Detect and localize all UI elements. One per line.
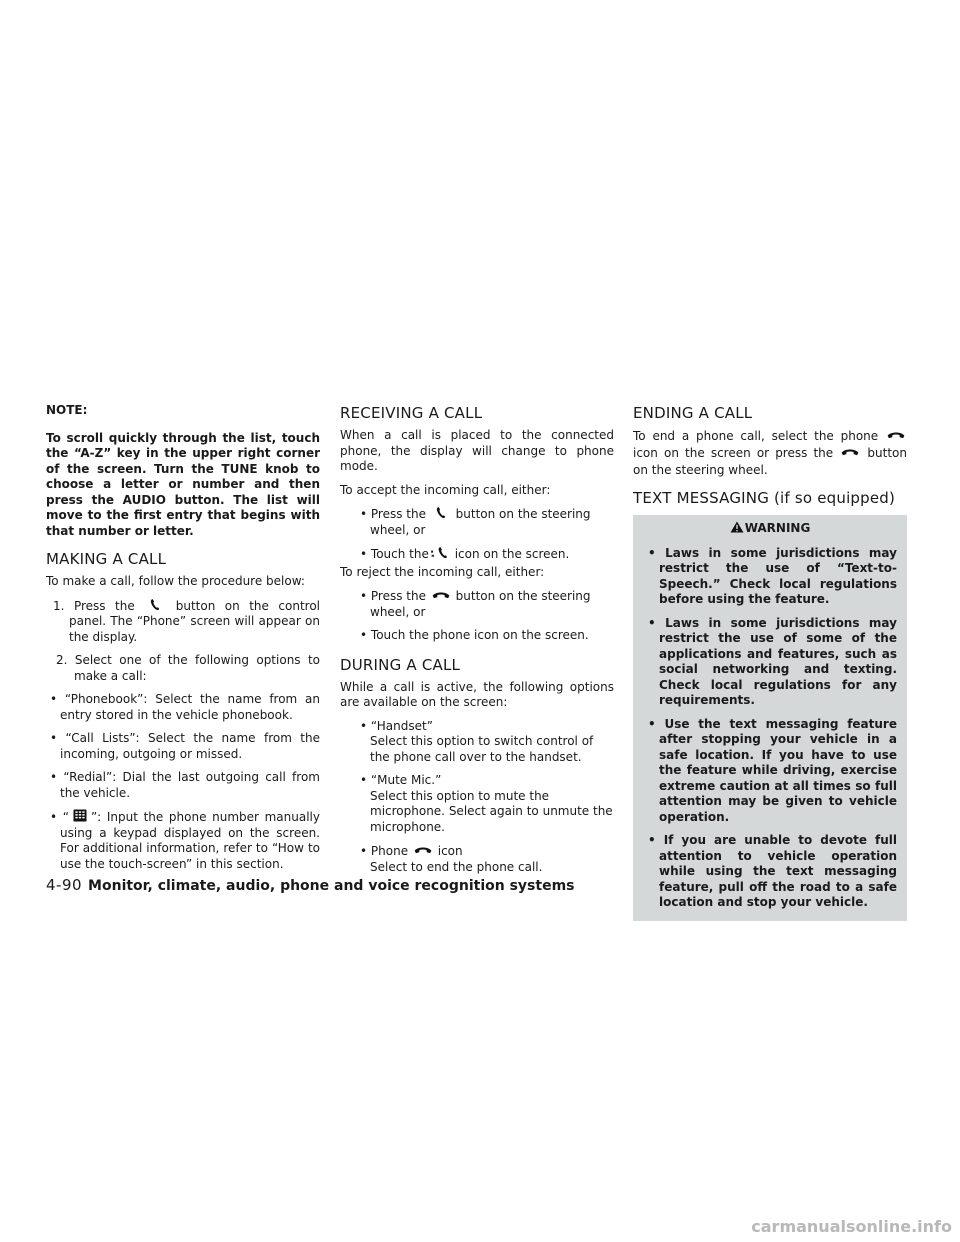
- during-call-intro: While a call is active, the following options are available on the screen:: [340, 679, 614, 709]
- reject-option-screen: • Touch the phone icon on the screen.: [360, 628, 589, 642]
- warning-item: • Use the text messaging feature after stopping your vehicle in a safe location. If you have to use the feature while driving, exercise extreme caution at all times so full attention may be given to vehicle operation.: [648, 716, 897, 824]
- during-option-handset: • “Handset” Select this option to switch control of the phone call over to the handset.: [360, 718, 594, 764]
- warning-triangle-icon: [730, 521, 744, 533]
- phone-hangup-icon: [885, 428, 907, 441]
- option-phonebook: • “Phonebook”: Select the name from an entry stored in the vehicle phonebook.: [50, 692, 320, 722]
- phone-hangup-icon: [839, 445, 861, 458]
- section-heading-text-messaging: TEXT MESSAGING (if so equipped): [633, 489, 896, 507]
- warning-header: WARNING: [643, 521, 897, 537]
- phone-handset-icon: [144, 598, 166, 611]
- column-right: [633, 404, 907, 921]
- column-left: [46, 403, 320, 880]
- warning-item: • Laws in some jurisdictions may restrict the use of some of the applications and features, such as social networking and texting. Check local regulations for any requirements.: [648, 615, 897, 707]
- watermark: carmanualsonline.info: [751, 1217, 952, 1236]
- phone-hangup-icon: [412, 843, 434, 856]
- during-option-phone-icon: • Phone icon Select to end the phone call.: [360, 844, 543, 874]
- option-call-lists: • “Call Lists”: Select the name from the incoming, outgoing or missed.: [50, 731, 320, 761]
- making-call-step-1: 1. Press the button on the control panel. The “Phone” screen will appear on the display.: [53, 598, 320, 644]
- warning-box: [633, 515, 907, 921]
- phone-hangup-icon: [430, 588, 452, 601]
- answer-call-icon: [429, 546, 451, 559]
- accept-option-screen: • Touch the icon on the screen.: [360, 547, 570, 561]
- accept-option-button: • Press the button on the steering wheel, or: [360, 507, 591, 537]
- section-heading-ending-a-call: ENDING A CALL: [633, 404, 753, 422]
- keypad-icon: [69, 809, 91, 822]
- during-option-mute-mic: • “Mute Mic.” Select this option to mute the microphone. Select again to unmute the microphone.: [360, 773, 613, 834]
- column-middle: [340, 404, 614, 883]
- phone-handset-icon: [430, 506, 452, 519]
- option-redial: • “Redial”: Dial the last outgoing call from the vehicle.: [50, 770, 320, 800]
- section-heading-receiving-a-call: RECEIVING A CALL: [340, 404, 483, 422]
- page-footer: [46, 876, 575, 894]
- accept-call-intro: To accept the incoming call, either:: [340, 482, 551, 497]
- warning-item: • Laws in some jurisdictions may restrict the use of “Text-to-Speech.” Check local regulations before using the feature.: [648, 545, 897, 606]
- reject-call-intro: To reject the incoming call, either:: [340, 564, 545, 579]
- receiving-call-intro: When a call is placed to the connected phone, the display will change to phone mode.: [340, 428, 614, 473]
- option-keypad: • “ ”: Input the phone number manually using a keypad displayed on the screen. For additional information, refer to “How to use the touch-screen” in this section.: [50, 810, 320, 871]
- chapter-title: Monitor, climate, audio, phone and voice recognition systems: [88, 878, 575, 894]
- section-heading-making-a-call: MAKING A CALL: [46, 550, 167, 568]
- section-heading-during-a-call: DURING A CALL: [340, 655, 461, 674]
- page-number: 4-90: [46, 876, 83, 894]
- ending-call-text: To end a phone call, select the phone icon on the screen or press the button on the steering wheel.: [633, 429, 907, 477]
- reject-option-button: • Press the button on the steering wheel, or: [360, 589, 591, 619]
- making-call-intro: To make a call, follow the procedure below:: [46, 574, 305, 588]
- warning-item: • If you are unable to devote full attention to vehicle operation while using the text messaging feature, pull off the road to a safe location and stop your vehicle.: [648, 833, 897, 909]
- note-body: To scroll quickly through the list, touch the “A-Z” key in the upper right corner of the screen. Turn the TUNE knob to choose a letter or number and then press the AUDIO button. The list will move to the first entry that begins with that number or letter.: [46, 430, 320, 538]
- making-call-step-2: 2. Select one of the following options to make a call:: [56, 653, 320, 683]
- note-title: NOTE:: [46, 403, 88, 417]
